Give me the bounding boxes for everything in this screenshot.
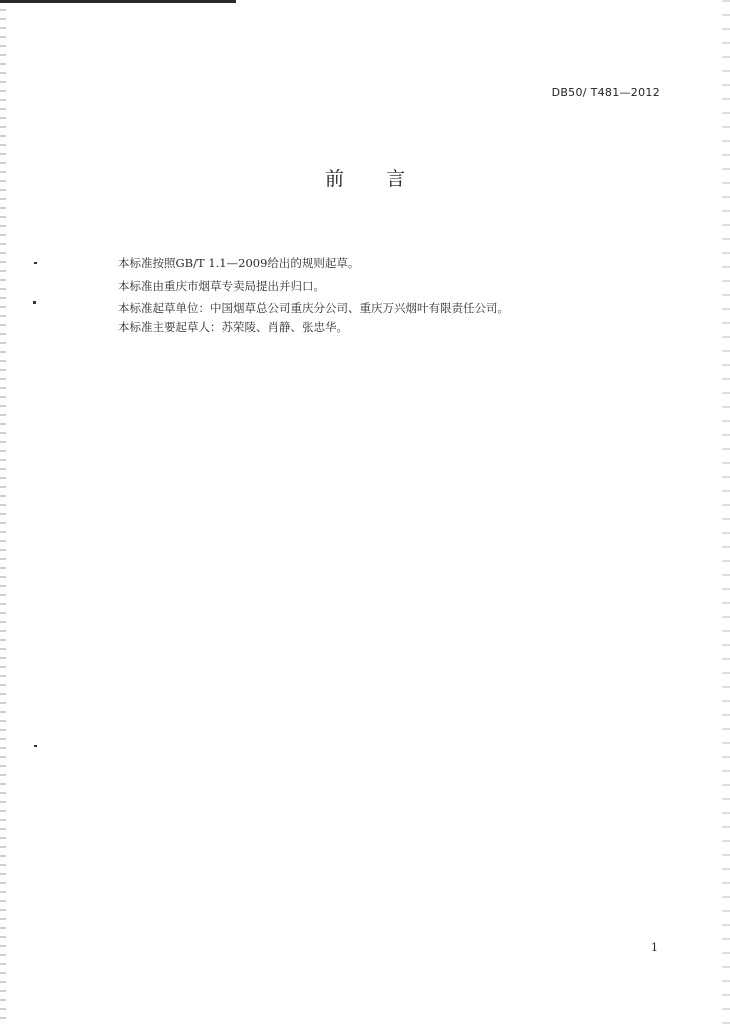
foreword-title-char: 言	[386, 168, 406, 190]
scan-edge-left	[0, 0, 6, 1024]
scan-speck	[33, 301, 36, 304]
paragraph-drafting-units: 本标准起草单位：中国烟草总公司重庆分公司、重庆万兴烟叶有限责任公司。	[118, 301, 509, 315]
scan-speck	[34, 745, 37, 747]
standard-code: DB50/ T481—2012	[551, 86, 660, 99]
foreword-title-char: 前	[324, 168, 344, 190]
scan-edge-right	[722, 0, 730, 1024]
scan-speck	[34, 262, 37, 264]
foreword-title	[0, 164, 730, 191]
paragraph-drafting-rules: 本标准按照GB/T 1.1—2009给出的规则起草。	[118, 256, 360, 270]
top-rule	[0, 0, 236, 3]
paragraph-drafters: 本标准主要起草人：苏荣陵、肖静、张忠华。	[118, 320, 348, 334]
page-number: 1	[651, 941, 658, 954]
foreword-body	[118, 256, 678, 334]
paragraph-proposer: 本标准由重庆市烟草专卖局提出并归口。	[118, 279, 325, 293]
